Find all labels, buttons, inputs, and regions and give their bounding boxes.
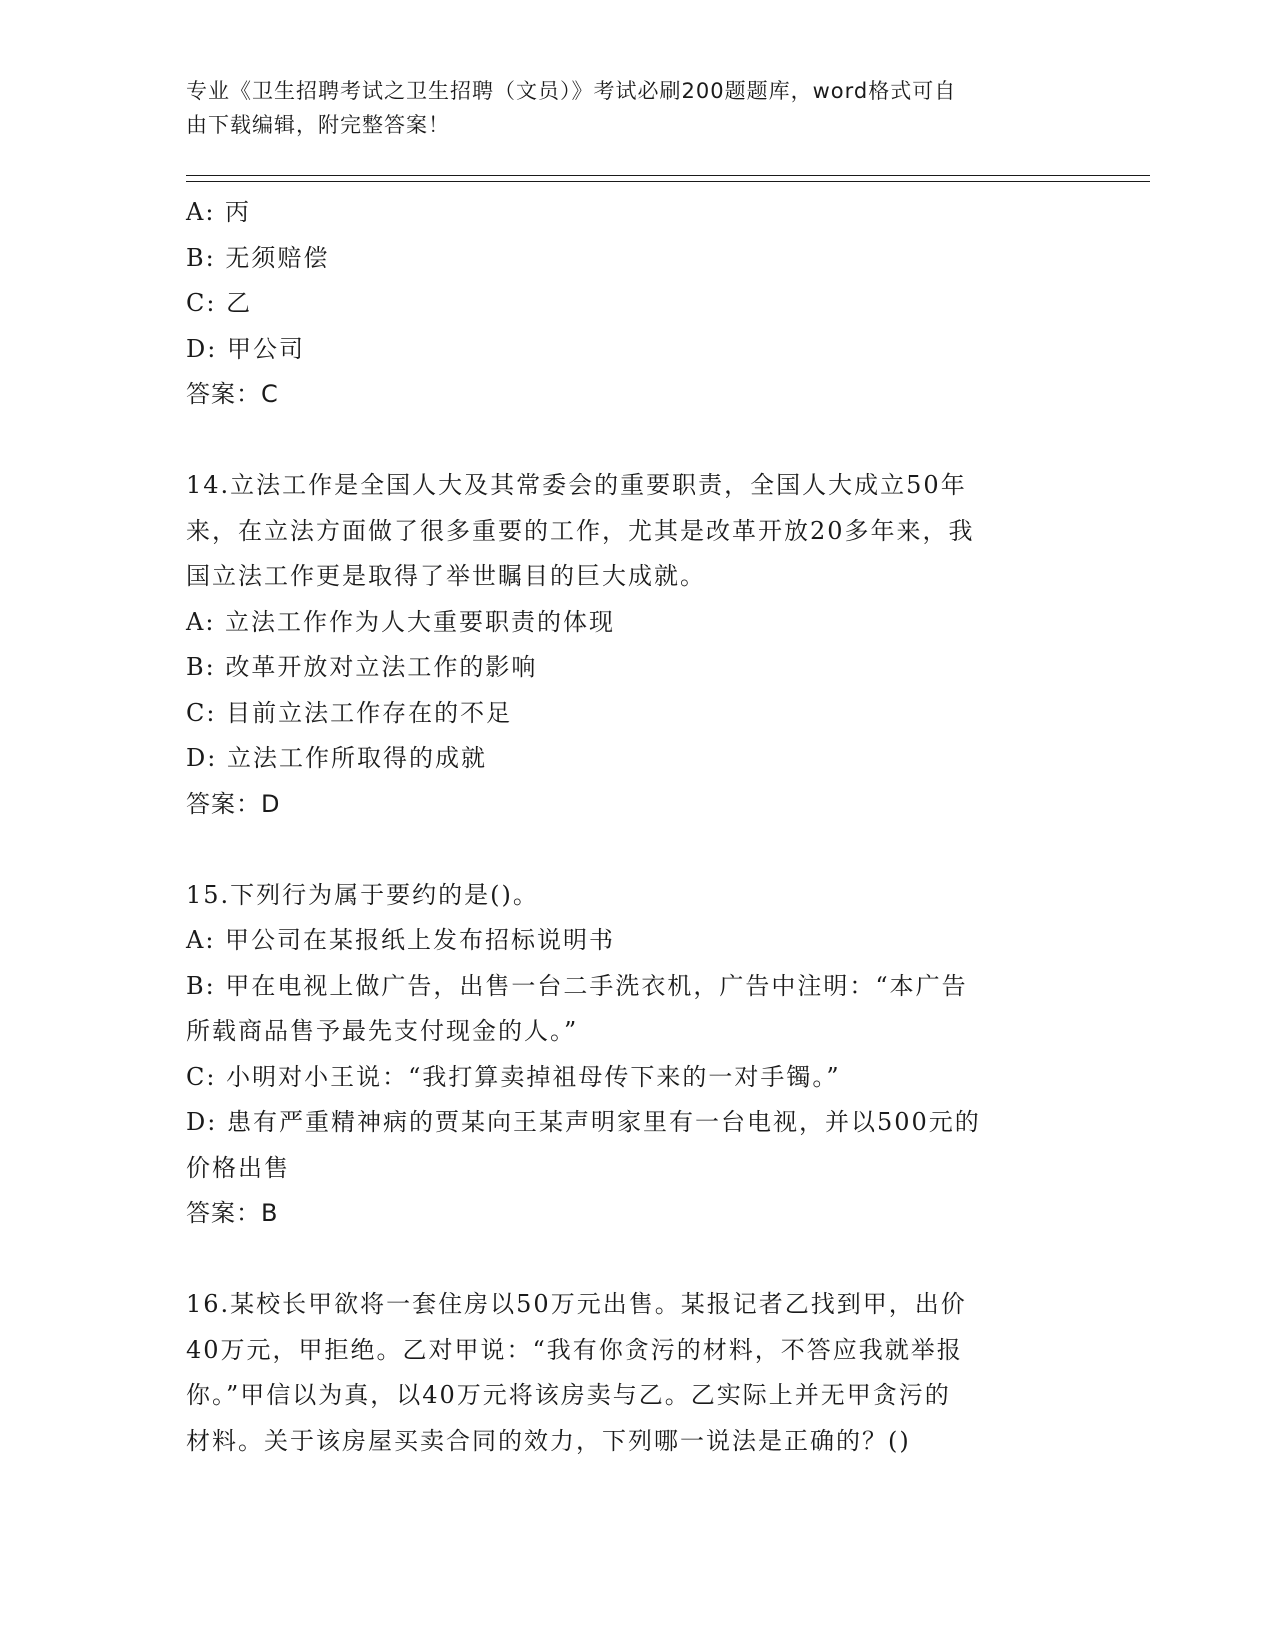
option-d: D: 患有严重精神病的贾某向王某声明家里有一台电视，并以500元的 xyxy=(186,1108,981,1136)
answer: 答案：D xyxy=(186,789,281,818)
option-b: B: 甲在电视上做广告，出售一台二手洗衣机，广告中注明：“本广告 xyxy=(186,971,968,1000)
option-a: A: 立法工作作为人大重要职责的体现 xyxy=(186,607,616,636)
option-d: D: 立法工作所取得的成就 xyxy=(186,744,487,772)
document-body xyxy=(186,190,1086,1464)
option-a: A: 丙 xyxy=(186,198,252,226)
question-13 xyxy=(186,190,1086,418)
question-text-line: 15.下列行为属于要约的是()。 xyxy=(186,880,539,909)
header-rule-bottom xyxy=(186,181,1150,182)
question-text-line: 国立法工作更是取得了举世瞩目的巨大成就。 xyxy=(186,562,706,590)
answer: 答案：B xyxy=(186,1199,279,1227)
header-rule-top xyxy=(186,175,1150,176)
question-text-line: 14.立法工作是全国人大及其常委会的重要职责，全国人大成立50年 xyxy=(186,471,967,499)
question-14 xyxy=(186,463,1086,827)
option-c: C: 小明对小王说：“我打算卖掉祖母传下来的一对手镯。” xyxy=(186,1062,841,1091)
spacer xyxy=(186,827,1086,873)
question-text-line: 来，在立法方面做了很多重要的工作，尤其是改革开放20多年来，我 xyxy=(186,516,975,545)
spacer xyxy=(186,418,1086,464)
question-text-line: 你。”甲信以为真，以40万元将该房卖与乙。乙实际上并无甲贪污的 xyxy=(186,1381,951,1409)
option-d-continued: 价格出售 xyxy=(186,1153,290,1182)
question-text-line: 40万元，甲拒绝。乙对甲说：“我有你贪污的材料，不答应我就举报 xyxy=(186,1335,963,1364)
option-d: D: 甲公司 xyxy=(186,334,305,363)
option-b-continued: 所载商品售予最先支付现金的人。” xyxy=(186,1017,579,1045)
answer: 答案：C xyxy=(186,380,279,408)
page-header xyxy=(186,74,1066,142)
option-c: C: 乙 xyxy=(186,289,253,317)
option-b: B: 改革开放对立法工作的影响 xyxy=(186,653,538,681)
header-line-1: 专业《卫生招聘考试之卫生招聘（文员）》考试必刷200题题库，word格式可自 xyxy=(186,79,957,103)
option-b: B: 无须赔偿 xyxy=(186,243,330,272)
header-line-2: 由下载编辑，附完整答案！ xyxy=(186,113,450,137)
spacer xyxy=(186,1237,1086,1283)
option-a: A: 甲公司在某报纸上发布招标说明书 xyxy=(186,926,616,954)
question-text-line: 16.某校长甲欲将一套住房以50万元出售。某报记者乙找到甲，出价 xyxy=(186,1290,967,1318)
question-text-line: 材料。关于该房屋买卖合同的效力，下列哪一说法是正确的？() xyxy=(186,1426,911,1455)
question-15 xyxy=(186,873,1086,1237)
question-16 xyxy=(186,1282,1086,1464)
option-c: C: 目前立法工作存在的不足 xyxy=(186,698,513,727)
